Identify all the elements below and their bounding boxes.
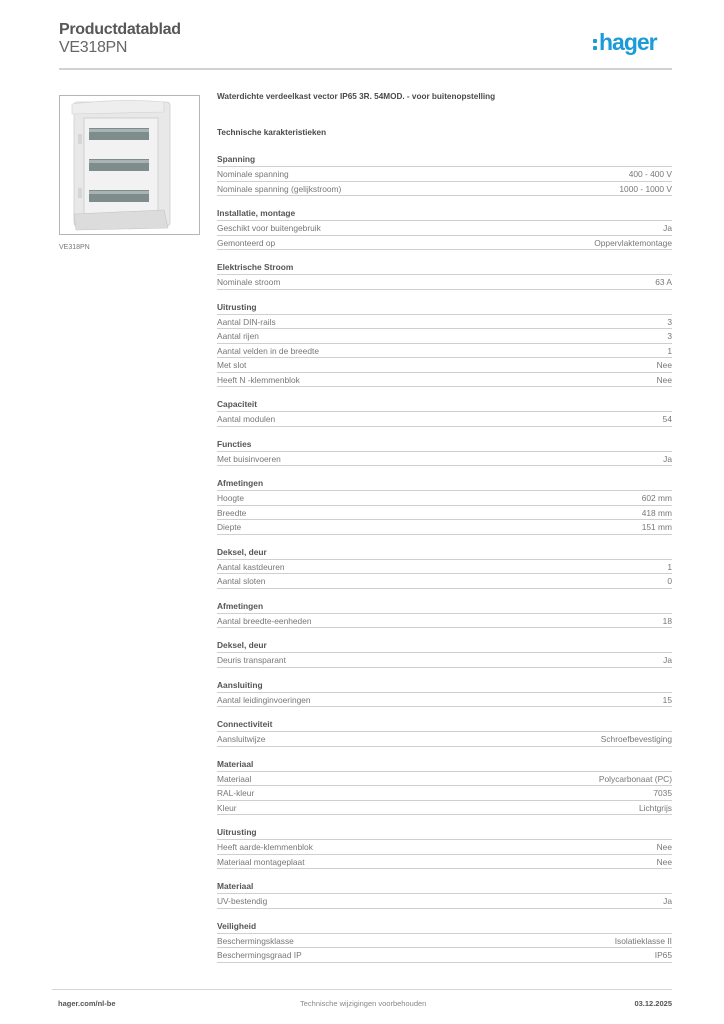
spec-row bbox=[217, 452, 672, 467]
section-title: Installatie, montage bbox=[217, 207, 672, 221]
spec-value: 0 bbox=[667, 576, 672, 586]
spec-row bbox=[217, 934, 672, 949]
spec-section bbox=[217, 639, 672, 668]
distribution-box-icon bbox=[60, 96, 199, 234]
section-title: Afmetingen bbox=[217, 600, 672, 614]
spec-row bbox=[217, 315, 672, 330]
spec-value: 400 - 400 V bbox=[628, 169, 672, 179]
spec-section bbox=[217, 758, 672, 816]
spec-row bbox=[217, 506, 672, 521]
image-caption: VE318PN bbox=[59, 244, 90, 251]
spec-row bbox=[217, 275, 672, 290]
spec-value: Schroefbevestiging bbox=[600, 734, 672, 744]
spec-value: 1 bbox=[667, 345, 672, 356]
spec-section bbox=[217, 261, 672, 290]
spec-value: 3 bbox=[667, 316, 672, 327]
spec-row bbox=[217, 491, 672, 506]
spec-value: 151 mm bbox=[641, 522, 672, 532]
spec-label: RAL-kleur bbox=[217, 788, 255, 798]
section-title: Elektrische Stroom bbox=[217, 261, 672, 275]
product-description: Waterdichte verdeelkast vector IP65 3R. 54MOD. - voor buitenopstelling bbox=[217, 92, 496, 101]
spec-value: Ja bbox=[663, 453, 672, 464]
spec-label: Aantal modulen bbox=[217, 414, 276, 424]
spec-row bbox=[217, 693, 672, 708]
footer-disclaimer: Technische wijzigingen voorbehouden bbox=[300, 999, 427, 1008]
spec-label: UV-bestendig bbox=[217, 896, 268, 906]
spec-sections bbox=[217, 153, 672, 963]
section-title: Veiligheid bbox=[217, 920, 672, 934]
spec-label: Met buisinvoeren bbox=[217, 453, 281, 464]
spec-row bbox=[217, 948, 672, 963]
spec-value: 54 bbox=[662, 414, 672, 424]
spec-label: Met slot bbox=[217, 360, 247, 370]
spec-row bbox=[217, 840, 672, 855]
section-title: Spanning bbox=[217, 153, 672, 167]
spec-value: Isolatieklasse II bbox=[614, 935, 672, 946]
spec-label: Aantal kastdeuren bbox=[217, 561, 285, 572]
spec-section bbox=[217, 546, 672, 589]
spec-label: Nominale spanning (gelijkstroom) bbox=[217, 183, 342, 194]
spec-row bbox=[217, 221, 672, 236]
spec-label: Beschermingsklasse bbox=[217, 935, 294, 946]
spec-value: Oppervlaktemontage bbox=[594, 237, 672, 248]
spec-section bbox=[217, 398, 672, 427]
spec-row bbox=[217, 732, 672, 747]
spec-section bbox=[217, 920, 672, 963]
spec-row bbox=[217, 329, 672, 344]
logo-text: hager bbox=[599, 29, 657, 55]
spec-value: Nee bbox=[656, 856, 672, 867]
spec-row bbox=[217, 167, 672, 182]
spec-value: Nee bbox=[656, 374, 672, 385]
spec-value: 418 mm bbox=[641, 507, 672, 518]
spec-label: Aantal sloten bbox=[217, 576, 266, 586]
spec-section bbox=[217, 600, 672, 629]
spec-value: 18 bbox=[662, 615, 672, 626]
section-title: Deksel, deur bbox=[217, 546, 672, 560]
spec-row bbox=[217, 344, 672, 359]
section-title: Capaciteit bbox=[217, 398, 672, 412]
spec-label: Deuris transparant bbox=[217, 655, 286, 665]
header-divider bbox=[59, 68, 672, 70]
section-title: Materiaal bbox=[217, 880, 672, 894]
section-title: Connectiviteit bbox=[217, 718, 672, 732]
spec-section bbox=[217, 826, 672, 869]
spec-row bbox=[217, 236, 672, 251]
spec-row bbox=[217, 182, 672, 197]
footer-date: 03.12.2025 bbox=[634, 999, 672, 1008]
section-title: Uitrusting bbox=[217, 301, 672, 315]
spec-label: Materiaal bbox=[217, 773, 252, 784]
spec-label: Diepte bbox=[217, 522, 242, 532]
spec-section bbox=[217, 880, 672, 909]
spec-label: Nominale spanning bbox=[217, 169, 289, 179]
spec-label: Hoogte bbox=[217, 493, 245, 503]
spec-section bbox=[217, 301, 672, 388]
spec-row bbox=[217, 412, 672, 427]
spec-content bbox=[217, 92, 672, 963]
spec-value: 3 bbox=[667, 331, 672, 341]
spec-row bbox=[217, 772, 672, 787]
spec-value: Ja bbox=[663, 223, 672, 233]
spec-label: Beschermingsgraad IP bbox=[217, 950, 302, 960]
spec-label: Nominale stroom bbox=[217, 277, 281, 287]
spec-row bbox=[217, 653, 672, 668]
spec-value: 15 bbox=[662, 694, 672, 705]
spec-label: Aantal breedte-eenheden bbox=[217, 615, 312, 626]
spec-row bbox=[217, 801, 672, 816]
product-code: VE318PN bbox=[59, 39, 128, 56]
footer-website[interactable]: hager.com/nl-be bbox=[58, 999, 116, 1008]
spec-label: Heeft aarde-klemmenblok bbox=[217, 842, 313, 852]
section-title: Afmetingen bbox=[217, 477, 672, 491]
spec-value: 1 bbox=[667, 561, 672, 572]
spec-row bbox=[217, 520, 672, 535]
spec-row bbox=[217, 855, 672, 870]
spec-value: 7035 bbox=[653, 788, 672, 798]
spec-label: Aantal rijen bbox=[217, 331, 259, 341]
spec-value: IP65 bbox=[654, 950, 672, 960]
spec-label: Geschikt voor buitengebruik bbox=[217, 223, 321, 233]
spec-value: Ja bbox=[663, 896, 672, 906]
hager-logo bbox=[593, 29, 657, 56]
spec-row bbox=[217, 373, 672, 388]
spec-row bbox=[217, 894, 672, 909]
spec-label: Aantal DIN-rails bbox=[217, 316, 276, 327]
spec-label: Gemonteerd op bbox=[217, 237, 276, 248]
page-title: Productdatablad bbox=[59, 21, 181, 38]
spec-label: Aansluitwijze bbox=[217, 734, 266, 744]
spec-label: Aantal leidinginvoeringen bbox=[217, 694, 311, 705]
spec-label: Kleur bbox=[217, 802, 237, 813]
spec-label: Materiaal montageplaat bbox=[217, 856, 305, 867]
spec-row bbox=[217, 574, 672, 589]
spec-label: Breedte bbox=[217, 507, 247, 518]
spec-value: 1000 - 1000 V bbox=[619, 183, 672, 194]
spec-value: 63 A bbox=[655, 277, 672, 287]
spec-section bbox=[217, 679, 672, 708]
spec-label: Aantal velden in de breedte bbox=[217, 345, 319, 356]
spec-row bbox=[217, 560, 672, 575]
spec-value: 602 mm bbox=[641, 493, 672, 503]
section-title: Deksel, deur bbox=[217, 639, 672, 653]
section-title: Uitrusting bbox=[217, 826, 672, 840]
logo-colon-icon bbox=[593, 39, 597, 50]
spec-row bbox=[217, 614, 672, 629]
spec-label: Heeft N -klemmenblok bbox=[217, 374, 300, 385]
spec-value: Nee bbox=[656, 360, 672, 370]
product-image bbox=[59, 95, 200, 235]
spec-value: Nee bbox=[656, 842, 672, 852]
spec-value: Ja bbox=[663, 655, 672, 665]
spec-section bbox=[217, 207, 672, 250]
section-title: Materiaal bbox=[217, 758, 672, 772]
spec-value: Polycarbonaat (PC) bbox=[598, 773, 672, 784]
spec-row bbox=[217, 786, 672, 801]
section-title: Aansluiting bbox=[217, 679, 672, 693]
footer-divider bbox=[52, 989, 672, 990]
spec-value: Lichtgrijs bbox=[638, 802, 672, 813]
spec-row bbox=[217, 358, 672, 373]
spec-section bbox=[217, 718, 672, 747]
section-title: Functies bbox=[217, 438, 672, 452]
spec-section bbox=[217, 477, 672, 535]
technical-title: Technische karakteristieken bbox=[217, 128, 327, 137]
spec-section bbox=[217, 153, 672, 196]
spec-section bbox=[217, 438, 672, 467]
